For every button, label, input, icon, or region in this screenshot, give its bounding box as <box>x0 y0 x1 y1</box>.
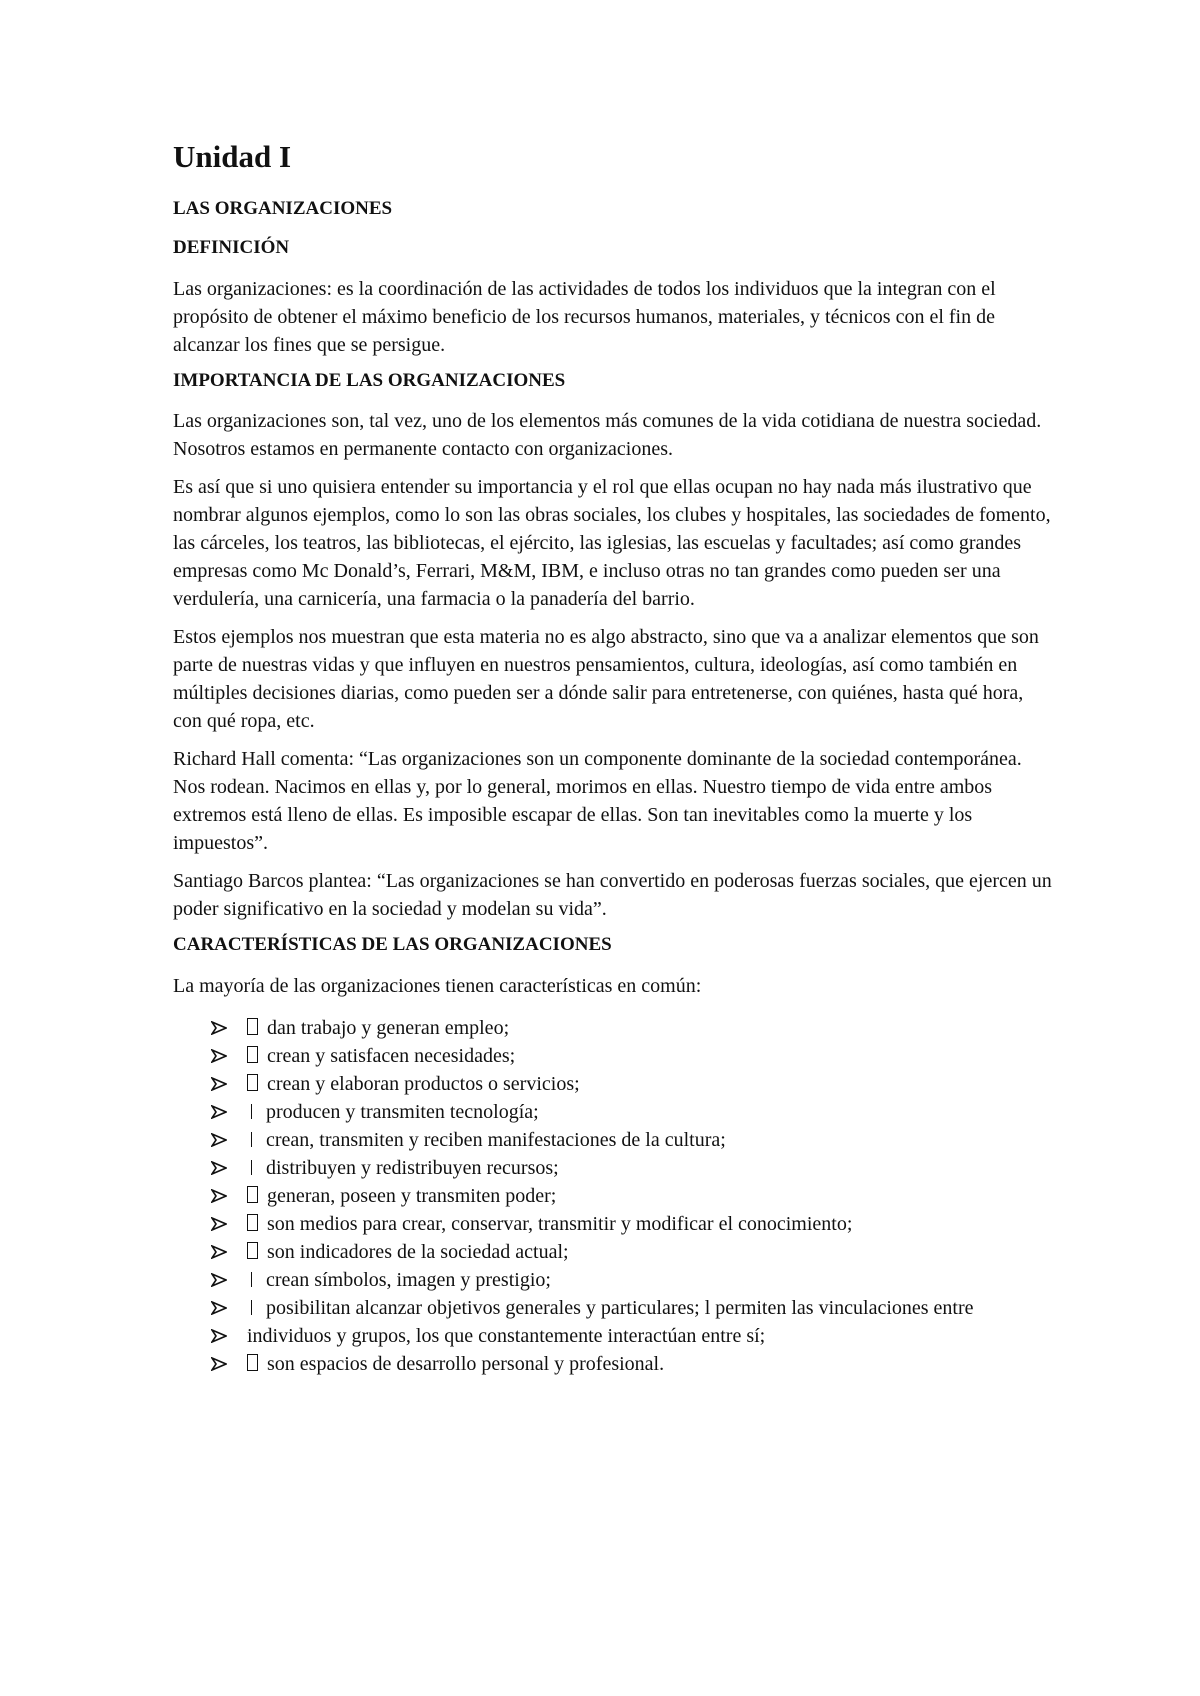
arrow-bullet-icon <box>211 1210 233 1238</box>
characteristics-intro: La mayoría de las organizaciones tienen características en común: <box>173 974 702 997</box>
list-item-text: crean, transmiten y reciben manifestaciones de la cultura; <box>266 1128 726 1151</box>
arrow-bullet-icon <box>211 1098 233 1126</box>
list-item <box>211 1210 1053 1238</box>
list-item <box>211 1014 1053 1042</box>
missing-glyph-bar-icon <box>251 1104 252 1119</box>
list-item-text: son indicadores de la sociedad actual; <box>267 1240 569 1263</box>
list-item <box>211 1238 1053 1266</box>
unit-title: Unidad I <box>173 139 292 174</box>
arrow-bullet-icon <box>211 1322 233 1350</box>
missing-glyph-bar-icon <box>251 1272 252 1287</box>
arrow-bullet-icon <box>211 1350 233 1378</box>
importance-paragraph: Santiago Barcos plantea: “Las organizaciones se han convertido en poderosas fuerzas sociales, que ejercen un poder significativo en la sociedad y modelan su vida”. <box>173 870 1052 921</box>
list-item <box>211 1154 1053 1182</box>
missing-glyph-box-icon <box>247 1214 258 1231</box>
arrow-bullet-icon <box>211 1014 233 1042</box>
arrow-bullet-icon <box>211 1238 233 1266</box>
list-item <box>211 1350 1053 1378</box>
list-item <box>211 1126 1053 1154</box>
missing-glyph-box-icon <box>247 1046 258 1063</box>
missing-glyph-bar-icon <box>251 1160 252 1175</box>
document-page <box>173 138 1053 1378</box>
missing-glyph-box-icon <box>247 1074 258 1091</box>
missing-glyph-bar-icon <box>251 1132 252 1147</box>
arrow-bullet-icon <box>211 1154 233 1182</box>
list-item-text: son espacios de desarrollo personal y profesional. <box>267 1352 665 1375</box>
list-item-text: crean y satisfacen necesidades; <box>267 1044 516 1067</box>
section-title: LAS ORGANIZACIONES <box>173 198 393 220</box>
importance-paragraph: Richard Hall comenta: “Las organizaciones son un componente dominante de la sociedad contemporánea. Nos rodean. Nacimos en ellas y, por lo general, morimos en ellas. Nuestro tiempo de vida entre ambos extremos está lleno de ellas. Es imposible escapar de ellas. Son tan inevitables como la muerte y los impuestos”. <box>173 748 1022 855</box>
importance-paragraph: Las organizaciones son, tal vez, uno de los elementos más comunes de la vida cotidiana de nuestra sociedad. Nosotros estamos en permanente contacto con organizaciones. <box>173 410 1042 461</box>
missing-glyph-box-icon <box>247 1242 258 1259</box>
list-item <box>211 1266 1053 1294</box>
list-item <box>211 1098 1053 1126</box>
list-item-text: individuos y grupos, los que constantemente interactúan entre sí; <box>247 1324 766 1347</box>
list-item-text: distribuyen y redistribuyen recursos; <box>266 1156 559 1179</box>
missing-glyph-bar-icon <box>251 1300 252 1315</box>
arrow-bullet-icon <box>211 1266 233 1294</box>
arrow-bullet-icon <box>211 1042 233 1070</box>
definition-heading: DEFINICIÓN <box>173 236 290 258</box>
arrow-bullet-icon <box>211 1070 233 1098</box>
characteristics-list <box>173 1014 1053 1378</box>
list-item-text: crean símbolos, imagen y prestigio; <box>266 1268 551 1291</box>
missing-glyph-box-icon <box>247 1354 258 1371</box>
importance-paragraph: Estos ejemplos nos muestran que esta materia no es algo abstracto, sino que va a analizar elementos que son parte de nuestras vidas y que influyen en nuestros pensamientos, cultura, ideologías, así como también en múltiples decisiones diarias, como pueden ser a dónde salir para entretenerse, con quiénes, hasta qué hora, con qué ropa, etc. <box>173 626 1039 733</box>
missing-glyph-box-icon <box>247 1018 258 1035</box>
arrow-bullet-icon <box>211 1182 233 1210</box>
list-item-text: son medios para crear, conservar, transmitir y modificar el conocimiento; <box>267 1212 853 1235</box>
list-item <box>211 1070 1053 1098</box>
definition-text: Las organizaciones: es la coordinación de las actividades de todos los individuos que la integran con el propósito de obtener el máximo beneficio de los recursos humanos, materiales, y técnicos con el fin de alcanzar los fines que se persigue. <box>173 277 996 356</box>
list-item <box>211 1294 1053 1322</box>
list-item-text: producen y transmiten tecnología; <box>266 1100 539 1123</box>
list-item <box>211 1182 1053 1210</box>
list-item-text: generan, poseen y transmiten poder; <box>267 1184 557 1207</box>
list-item-text: crean y elaboran productos o servicios; <box>267 1072 580 1095</box>
arrow-bullet-icon <box>211 1294 233 1322</box>
importance-heading: IMPORTANCIA DE LAS ORGANIZACIONES <box>173 369 566 391</box>
missing-glyph-box-icon <box>247 1186 258 1203</box>
list-item-text: posibilitan alcanzar objetivos generales y particulares; l permiten las vinculaciones entre <box>266 1296 974 1319</box>
characteristics-heading: CARACTERÍSTICAS DE LAS ORGANIZACIONES <box>173 934 612 956</box>
importance-paragraph: Es así que si uno quisiera entender su importancia y el rol que ellas ocupan no hay nada más ilustrativo que nombrar algunos ejemplos, como lo son las obras sociales, los clubes y hospitales, las sociedades de fomento, las cárceles, los teatros, las bibliotecas, el ejército, las iglesias, las escuelas y facultades; así como grandes empresas como Mc Donald’s, Ferrari, M&M, IBM, e incluso otras no tan grandes como pueden ser una verdulería, una carnicería, una farmacia o la panadería del barrio. <box>173 476 1051 611</box>
list-item <box>211 1322 1053 1350</box>
arrow-bullet-icon <box>211 1126 233 1154</box>
list-item-text: dan trabajo y generan empleo; <box>267 1016 510 1039</box>
list-item <box>211 1042 1053 1070</box>
